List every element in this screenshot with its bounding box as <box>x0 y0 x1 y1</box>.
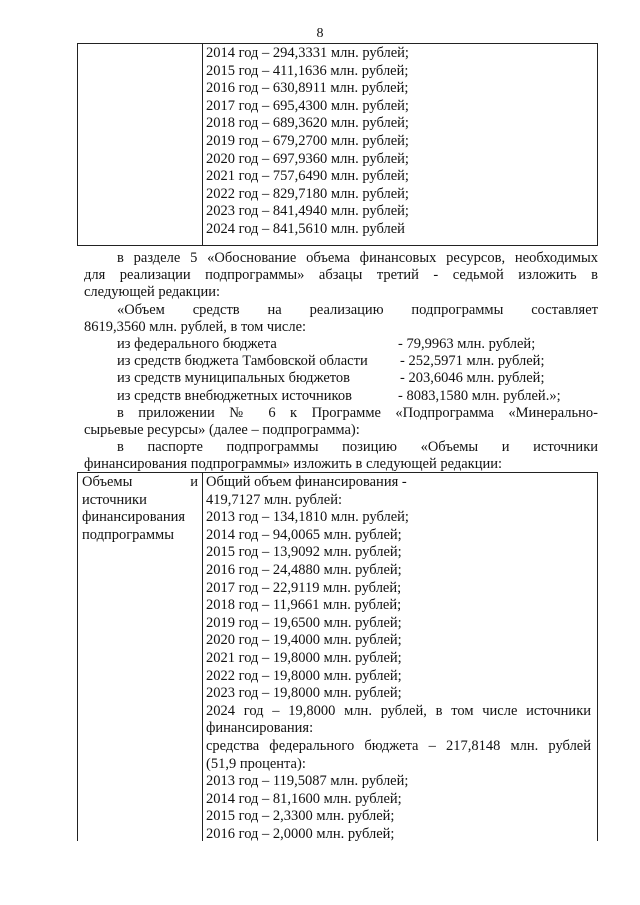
federal-year-line: 2014 год – 81,1600 млн. рублей; <box>206 790 402 807</box>
paragraph-line: в паспорте подпрограммы позицию «Объемы и источники <box>117 439 598 456</box>
funding-table-continued <box>77 43 598 246</box>
year-line: 2019 год – 19,6500 млн. рублей; <box>206 614 402 631</box>
year-line: 2020 год – 19,4000 млн. рублей; <box>206 632 402 649</box>
year-line: 2022 год – 829,7180 млн. рублей; <box>206 185 409 202</box>
funding-source-row <box>84 336 598 353</box>
funding-source-row <box>84 370 598 387</box>
total-line: 419,7127 млн. рублей: <box>206 491 343 508</box>
body-text <box>84 250 598 474</box>
year-line: 2014 год – 294,3331 млн. рублей; <box>206 45 409 61</box>
year-line: 2018 год – 11,9661 млн. рублей; <box>206 597 402 614</box>
table-value-cell <box>206 45 591 239</box>
year-line: 2024 год – 841,5610 млн. рублей <box>206 220 405 237</box>
federal-year-line: 2015 год – 2,3300 млн. рублей; <box>206 808 395 825</box>
year-line: 2015 год – 13,9092 млн. рублей; <box>206 544 402 561</box>
funding-source-name: из средств муниципальных бюджетов <box>117 370 351 387</box>
year-line: 2014 год – 94,0065 млн. рублей; <box>206 526 402 543</box>
paragraph-line: в приложении № 6 к Программе «Подпрограмма «Минерально- <box>117 404 598 421</box>
table-label-cell <box>82 474 198 544</box>
sources-label: финансирования: <box>206 720 314 737</box>
federal-budget-share: (51,9 процента): <box>206 755 306 772</box>
paragraph-line: финансирования подпрограммы» изложить в следующей редакции: <box>84 456 503 473</box>
label-line: подпрограммы <box>82 526 174 543</box>
year-line: 2016 год – 630,8911 млн. рублей; <box>206 80 409 97</box>
funding-source-value: - 8083,1580 млн. рублей.»; <box>398 387 561 404</box>
paragraph-line: 8619,3560 млн. рублей, в том числе: <box>84 318 307 335</box>
label-line: Объемы и <box>82 474 198 490</box>
funding-source-value: - 79,9963 млн. рублей; <box>398 336 536 353</box>
page-number: 8 <box>316 26 324 41</box>
paragraph-line: сырьевые ресурсы» (далее – подпрограмма): <box>84 422 360 439</box>
year-line: 2020 год – 697,9360 млн. рублей; <box>206 150 409 167</box>
year-line: 2022 год – 19,8000 млн. рублей; <box>206 667 402 684</box>
paragraph-line: следующей редакции: <box>84 284 221 301</box>
year-line: 2021 год – 757,6490 млн. рублей; <box>206 168 409 185</box>
year-line: 2023 год – 841,4940 млн. рублей; <box>206 203 409 220</box>
year-line: 2021 год – 19,8000 млн. рублей; <box>206 649 402 666</box>
paragraph-line: для реализации подпрограммы» абзацы третий - седьмой изложить в <box>84 267 598 284</box>
funding-source-row <box>84 353 598 370</box>
funding-source-name: из средств бюджета Тамбовской области <box>117 353 368 370</box>
funding-source-row <box>84 388 598 405</box>
subprogram-funding-table <box>77 472 598 841</box>
label-line: финансирования <box>82 509 186 526</box>
year-line: 2017 год – 695,4300 млн. рублей; <box>206 97 409 114</box>
year-line: 2018 год – 689,3620 млн. рублей; <box>206 115 409 132</box>
federal-year-line: 2013 год – 119,5087 млн. рублей; <box>206 773 409 790</box>
year-line: 2015 год – 411,1636 млн. рублей; <box>206 62 409 79</box>
paragraph-line: в разделе 5 «Обоснование объема финансовых ресурсов, необходимых <box>117 250 598 266</box>
funding-source-value: - 203,6046 млн. рублей; <box>400 370 545 387</box>
label-line: источники <box>82 491 147 508</box>
federal-year-line: 2016 год – 2,0000 млн. рублей; <box>206 825 395 842</box>
year-line: 2017 год – 22,9119 млн. рублей; <box>206 579 402 596</box>
total-line: Общий объем финансирования - <box>206 474 407 490</box>
paragraph-line: «Объем средств на реализацию подпрограммы составляет <box>117 301 598 318</box>
year-line: 2016 год – 24,4880 млн. рублей; <box>206 561 402 578</box>
table-column-divider <box>202 44 203 245</box>
year-line: 2019 год – 679,2700 млн. рублей; <box>206 132 409 149</box>
funding-source-value: - 252,5971 млн. рублей; <box>400 353 545 370</box>
federal-budget-line: средства федерального бюджета – 217,8148 млн. рублей <box>206 737 591 754</box>
table-column-divider <box>202 473 203 841</box>
funding-source-name: из средств внебюджетных источников <box>117 387 352 404</box>
year-line-2024: 2024 год – 19,8000 млн. рублей, в том числе источники <box>206 702 591 719</box>
funding-source-name: из федерального бюджета <box>117 336 277 353</box>
table-value-cell <box>206 474 591 843</box>
year-line: 2023 год – 19,8000 млн. рублей; <box>206 685 402 702</box>
year-line: 2013 год – 134,1810 млн. рублей; <box>206 509 409 526</box>
